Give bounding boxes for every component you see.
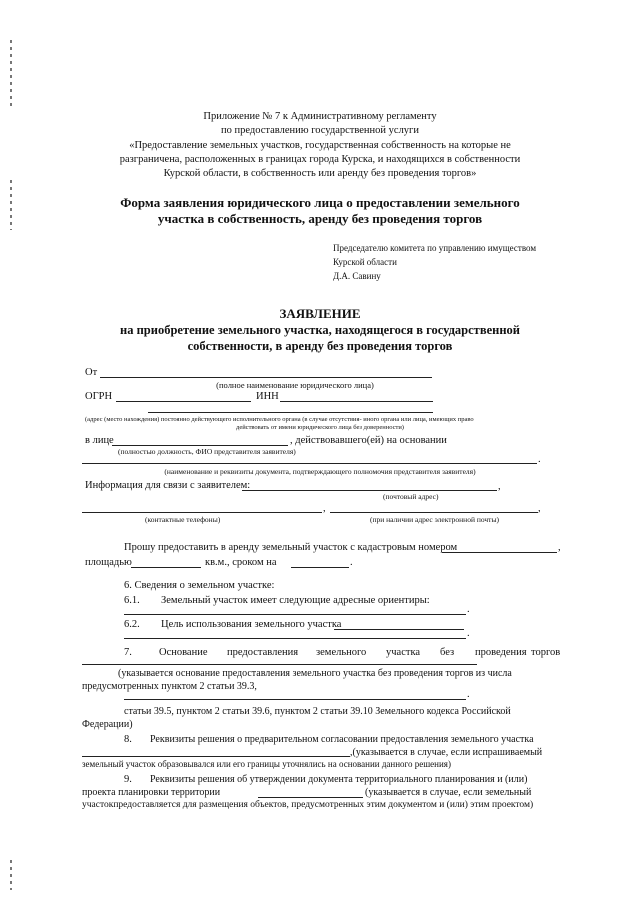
end-dot: . — [538, 454, 541, 465]
addressee-line: Д.А. Савину — [333, 271, 381, 281]
section-6-1-num: 6.1. — [124, 595, 140, 606]
section-8-num: 8. — [124, 734, 132, 745]
section-9-text: Реквизиты решения об утверждении документа территориального планирования и (или) — [150, 774, 528, 785]
area-field[interactable] — [131, 567, 201, 568]
section-7-word: предоставления — [227, 647, 299, 658]
section-9-note: (указывается в случае, если земельный — [365, 787, 532, 798]
request-text: Прошу предоставить в аренду земельный участок с кадастровым номером — [124, 542, 458, 553]
addressee-line: Курской области — [333, 257, 397, 267]
section-6-2-num: 6.2. — [124, 619, 140, 630]
section-7-word: торгов — [531, 647, 561, 658]
email-hint: (при наличии адрес электронной почты) — [370, 515, 499, 524]
scan-edge-mark — [10, 40, 12, 110]
ogrn-field[interactable] — [116, 401, 251, 402]
form-title: Форма заявления юридического лица о предоставлении земельного — [120, 195, 520, 210]
planning-decision-field[interactable] — [258, 797, 363, 798]
section-7-note: Федерации) — [82, 719, 133, 730]
purpose-field[interactable] — [334, 629, 464, 630]
appendix-line: Курской области, в собственность или аренду без проведения торгов» — [163, 168, 477, 179]
addressee-line: Председателю комитета по управлению имуществом — [333, 243, 537, 253]
section-7-word: проведения — [475, 647, 527, 658]
document-hint: (наименование и реквизиты документа, подтверждающего полномочия представителя заявителя) — [164, 467, 476, 476]
section-8-note: ,(указывается в случае, если испрашиваемый — [350, 747, 543, 758]
acting-label: , действовавшего(ей) на основании — [290, 435, 447, 446]
section-6-2-text: Цель использования земельного участка — [161, 619, 342, 630]
person-label: в лице — [85, 435, 114, 446]
section-7-word: без — [440, 647, 455, 658]
ogrn-label: ОГРН — [85, 391, 113, 402]
section-7-note: предусмотренных пунктом 2 статьи 39.3, — [82, 681, 257, 692]
scan-edge-mark — [10, 180, 12, 230]
statement-title: ЗАЯВЛЕНИЕ — [279, 306, 361, 321]
purpose-field-2[interactable] — [124, 638, 466, 639]
term-dot: . — [350, 557, 353, 568]
section-7-num: 7. — [124, 647, 132, 658]
phones-hint: (контактные телефоны) — [145, 515, 221, 524]
email-field[interactable] — [330, 512, 538, 513]
postal-hint: (почтовый адрес) — [383, 492, 439, 501]
inn-label: ИНН — [256, 391, 279, 402]
appendix-line: «Предоставление земельных участков, государственная собственность на которые не — [129, 140, 511, 151]
term-field[interactable] — [291, 567, 349, 568]
section-9-text: проекта планировки территории — [82, 787, 221, 798]
appendix-line: Приложение № 7 к Административному регламенту — [203, 111, 437, 122]
phones-comma: , — [323, 503, 326, 514]
address-hint: (адрес (место нахождения) постоянно действующего исполнительного органа (в случае отсутствия- иного органа или лица, имеющих право — [85, 416, 474, 423]
email-comma: , — [538, 503, 541, 514]
cadastral-field[interactable] — [442, 552, 557, 553]
section-7-word: земельного — [316, 647, 367, 658]
address-hint: действовать от имени юридического лица без доверенности) — [236, 424, 404, 431]
phones-field[interactable] — [82, 512, 322, 513]
appendix-line: разграничена, расположенных в границах города Курска, и находящихся в собственности — [119, 154, 521, 165]
end-dot: . — [467, 628, 470, 639]
request-comma: , — [558, 542, 561, 553]
area-label: площадью — [85, 557, 132, 568]
section-8-text: Реквизиты решения о предварительном согласовании предоставления земельного участка — [150, 734, 534, 745]
from-hint: (полное наименование юридического лица) — [216, 380, 374, 390]
from-field[interactable] — [100, 377, 432, 378]
address-field[interactable] — [148, 412, 433, 413]
person-field[interactable] — [112, 445, 288, 446]
section-6-1-text: Земельный участок имеет следующие адресные ориентиры: — [161, 595, 430, 606]
section-8-note: земельный участок образовывался или его границы уточнялись на основании данного решения) — [82, 759, 451, 769]
preliminary-decision-field[interactable] — [82, 756, 350, 757]
statement-subtitle: собственности, в аренду без проведения торгов — [187, 339, 453, 353]
statement-subtitle: на приобретение земельного участка, находящегося в государственной — [120, 323, 520, 337]
end-dot: . — [467, 689, 470, 700]
section-7-word: Основание — [159, 647, 208, 658]
basis-field[interactable] — [82, 664, 477, 665]
section-7-word: участка — [386, 647, 421, 658]
postal-field[interactable] — [242, 490, 497, 491]
section-7-note: (указывается основание предоставления земельного участка без проведения торгов из числа — [118, 668, 512, 679]
scan-edge-mark — [10, 860, 12, 890]
section-9-num: 9. — [124, 774, 132, 785]
document-field[interactable] — [82, 463, 537, 464]
person-hint: (полностью должность, ФИО представителя заявителя) — [118, 447, 296, 456]
form-title: участка в собственность, аренду без проведения торгов — [157, 211, 483, 226]
basis-field-2[interactable] — [124, 699, 466, 700]
inn-field[interactable] — [280, 401, 433, 402]
appendix-line: по предоставлению государственной услуги — [221, 125, 419, 136]
postal-comma: , — [498, 481, 501, 492]
end-dot: . — [467, 604, 470, 615]
section-7-note: статьи 39.5, пунктом 2 статьи 39.6, пунктом 2 статьи 39.10 Земельного кодекса Российской — [124, 706, 511, 717]
area-unit: кв.м., сроком на — [205, 557, 277, 568]
address-landmarks-field[interactable] — [124, 614, 466, 615]
section-9-note: участокпредоставляется для размещения объектов, предусмотренных этим документом и (или) этим проектом) — [82, 800, 534, 810]
contact-label: Информация для связи с заявителем: — [85, 480, 251, 491]
from-label: От — [85, 367, 98, 378]
section-6: 6. Сведения о земельном участке: — [124, 580, 275, 591]
